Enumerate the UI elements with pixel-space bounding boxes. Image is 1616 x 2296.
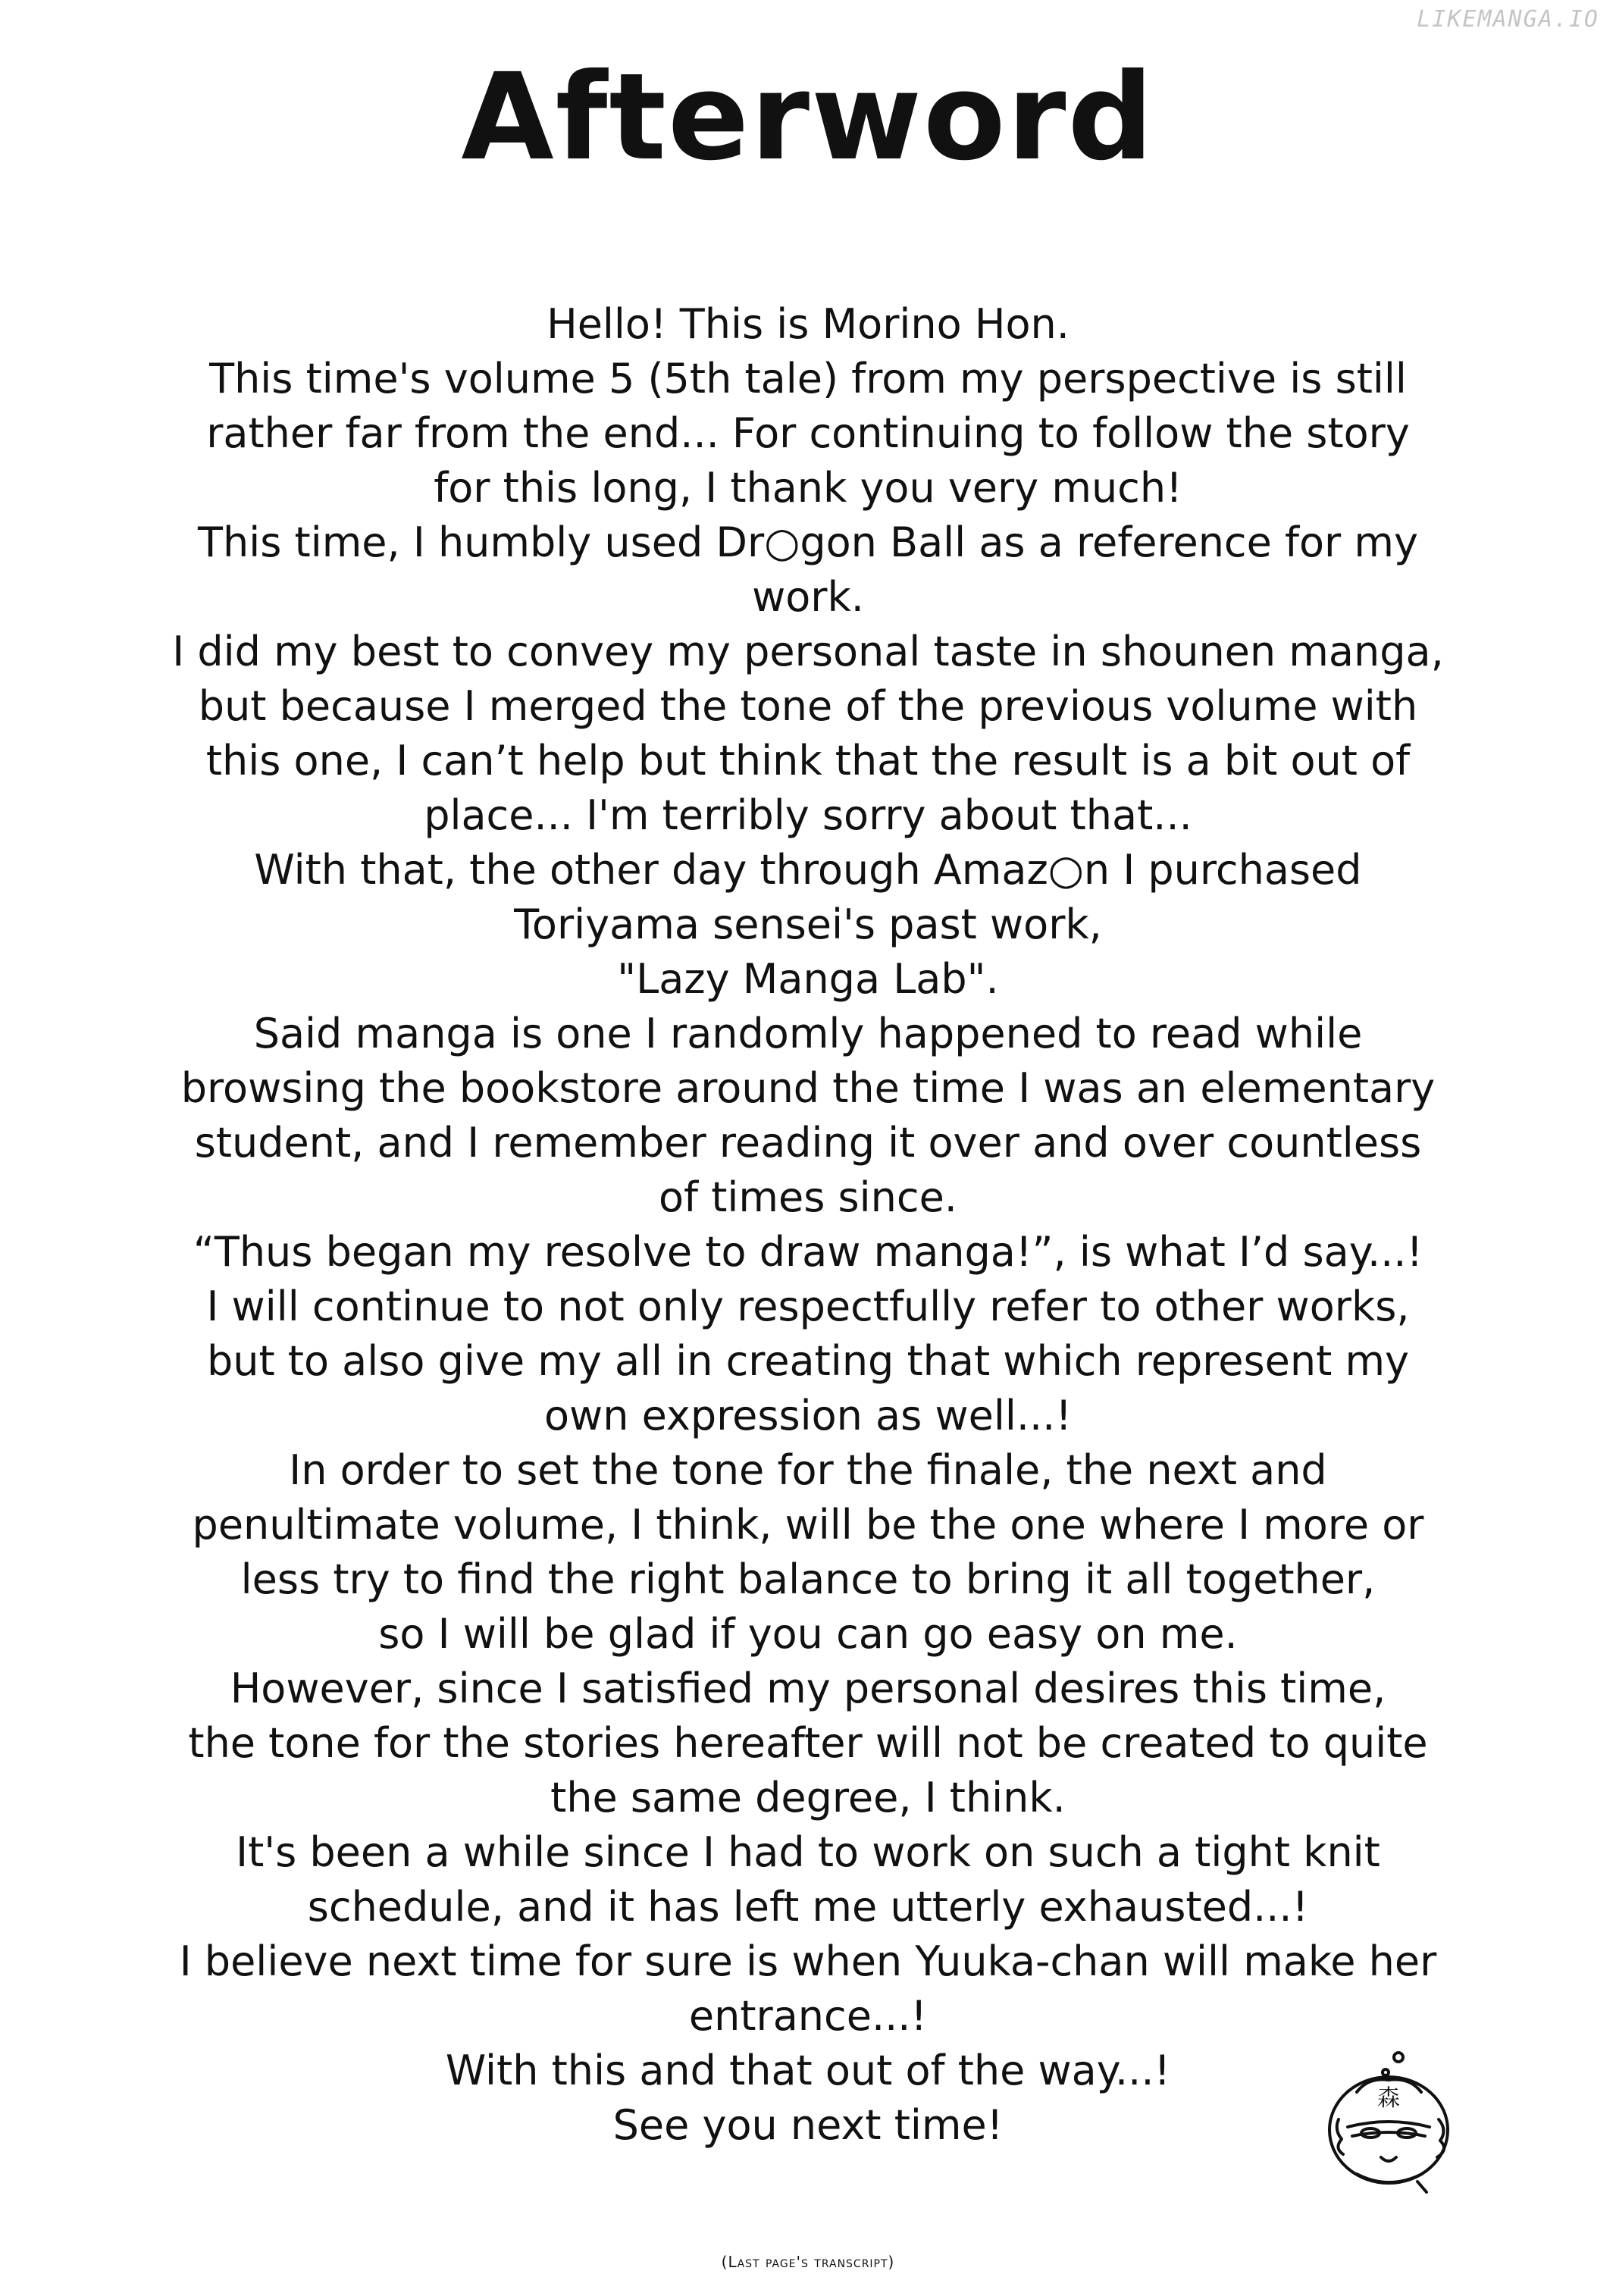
body-line: less try to find the right balance to bring it all together, xyxy=(240,1555,1376,1603)
body-line: but because I merged the tone of the previous volume with xyxy=(198,682,1418,730)
body-line: This time's volume 5 (5th tale) from my perspective is still xyxy=(209,355,1407,403)
signature-glyph: 森 xyxy=(1377,2085,1400,2112)
body-line: “Thus began my resolve to draw manga!”, is what I’d say...! xyxy=(193,1228,1423,1276)
body-line: so I will be glad if you can go easy on me. xyxy=(378,1610,1238,1658)
body-line: place... I'm terribly sorry about that... xyxy=(424,791,1192,839)
body-line: However, since I satisfied my personal desires this time, xyxy=(230,1665,1386,1712)
body-line: "Lazy Manga Lab". xyxy=(617,955,999,1003)
body-line: I believe next time for sure is when Yuuka-chan will make her xyxy=(179,1937,1437,1985)
body-line: work. xyxy=(752,573,864,621)
page-title: Afterword xyxy=(461,48,1155,187)
author-doodle-icon xyxy=(1304,2047,1478,2198)
afterword-body xyxy=(76,297,1540,2153)
body-line: This time, I humbly used Dr○gon Ball as a reference for my xyxy=(198,518,1418,566)
body-line: own expression as well...! xyxy=(544,1392,1072,1439)
site-watermark: LIKEMANGA.IO xyxy=(1417,6,1599,33)
body-line: student, and I remember reading it over and over countless xyxy=(194,1119,1422,1167)
transcript-footer: (Last page's transcript) xyxy=(721,2253,895,2271)
body-line: See you next time! xyxy=(612,2101,1004,2149)
body-line: entrance...! xyxy=(688,1992,928,2040)
body-line: the tone for the stories hereafter will not be created to quite xyxy=(188,1719,1428,1767)
body-line: Toriyama sensei's past work, xyxy=(514,901,1102,948)
body-line: of times since. xyxy=(659,1173,957,1221)
body-line: With this and that out of the way...! xyxy=(445,2047,1171,2094)
body-line: With that, the other day through Amaz○n I purchased xyxy=(254,846,1362,894)
body-line: In order to set the tone for the finale, the next and xyxy=(289,1446,1327,1494)
body-line: for this long, I thank you very much! xyxy=(434,464,1182,512)
body-line: penultimate volume, I think, will be the one where I more or xyxy=(192,1501,1424,1549)
body-line: browsing the bookstore around the time I was an elementary xyxy=(180,1064,1436,1112)
body-line: I did my best to convey my personal taste in shounen manga, xyxy=(172,628,1444,675)
body-line: but to also give my all in creating that which represent my xyxy=(206,1337,1410,1385)
body-line: Hello! This is Morino Hon. xyxy=(546,300,1070,348)
body-line: schedule, and it has left me utterly exhausted...! xyxy=(307,1883,1309,1931)
body-line: Said manga is one I randomly happened to read while xyxy=(253,1010,1363,1057)
body-line: rather far from the end... For continuing to follow the story xyxy=(206,409,1410,457)
body-line: the same degree, I think. xyxy=(550,1774,1066,1821)
body-line: this one, I can’t help but think that the result is a bit out of xyxy=(205,737,1411,785)
body-line: It's been a while since I had to work on such a tight knit xyxy=(236,1828,1380,1876)
body-line: I will continue to not only respectfully refer to other works, xyxy=(206,1283,1410,1330)
